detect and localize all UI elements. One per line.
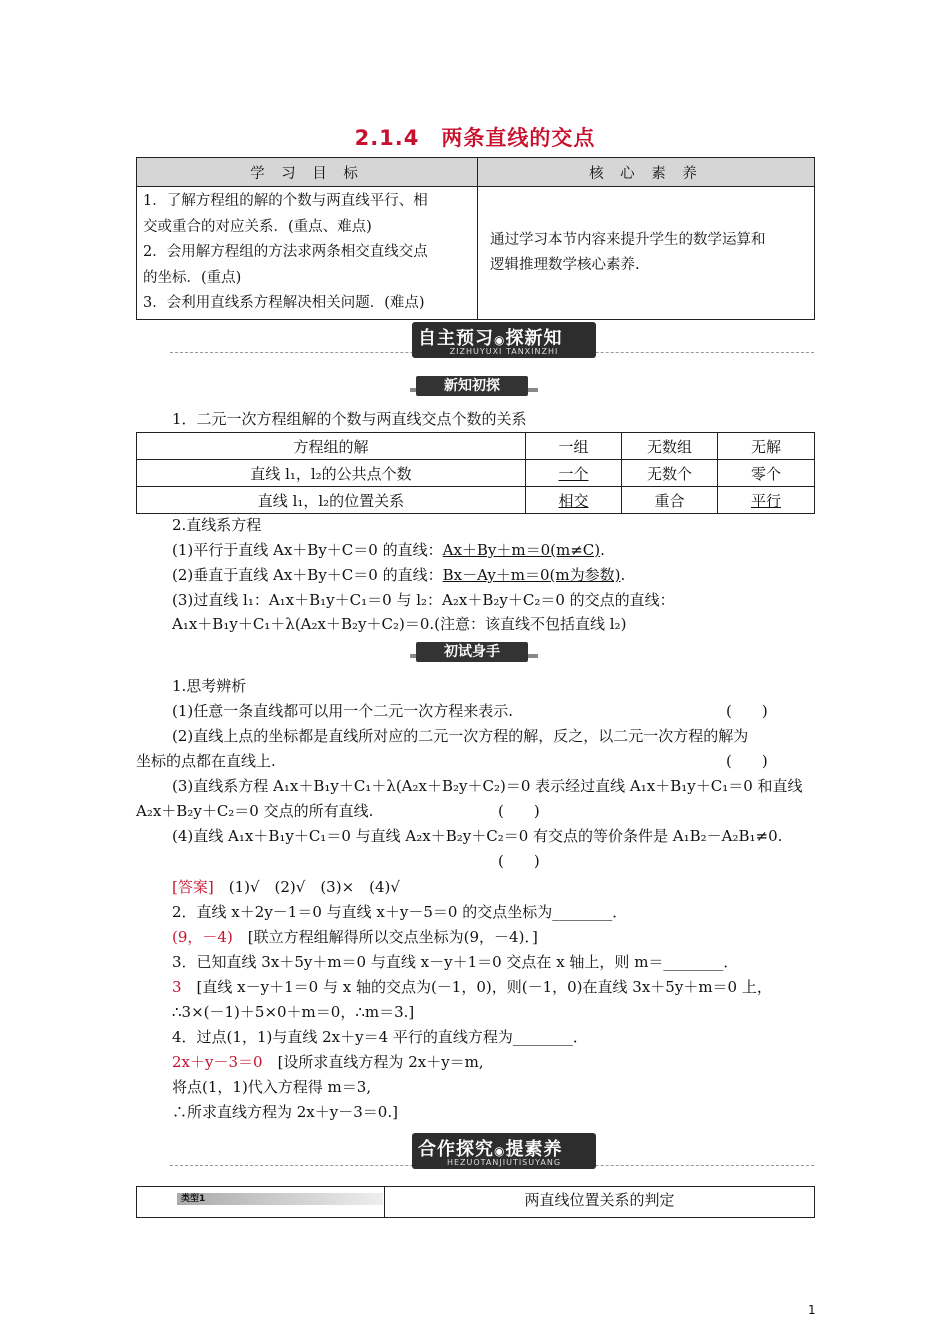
banner-text: 自主预习 — [418, 328, 494, 349]
q1-item4: (4)直线 A₁x＋B₁y＋C₁＝0 与直线 A₂x＋B₂y＋C₂＝0 有交点的等价条件是 A₁B₂－A₂B₁≠0. — [172, 827, 783, 845]
cell-answer: 相交 — [526, 487, 622, 514]
competency-header: 核 心 素 养 — [478, 158, 815, 187]
banner-pinyin: HEZUOTANJIUTISUYANG — [446, 1158, 562, 1167]
q1-item3-cont: A₂x＋B₂y＋C₂＝0 交点的所有直线. — [136, 802, 374, 820]
banner-pinyin: ZIZHUYUXI TANXINZHI — [449, 347, 559, 356]
q4: 4．过点(1，1)与直线 2x＋y＝4 平行的直线方程为________． — [172, 1028, 588, 1046]
competency-line: 逻辑推理数学核心素养. — [490, 257, 640, 273]
q3-answer: 3 [直线 x－y＋1＝0 与 x 轴的交点为(－1，0)，则(－1，0)在直线 3x＋5y＋m＝0 上， — [172, 978, 772, 996]
q3: 3．已知直线 3x＋5y＋m＝0 与直线 x－y＋1＝0 交点在 x 轴上，则 m＝________． — [172, 953, 739, 971]
objective-line: 交或重合的对应关系．(重点、难点) — [143, 218, 372, 235]
section2-item2: (2)垂直于直线 Ax＋By＋C＝0 的直线：Bx－Ay＋m＝0(m为参数). — [172, 566, 626, 584]
cell: 直线 l₁，l₂的公共点个数 — [137, 460, 526, 487]
q1-paren: ( ) — [726, 752, 768, 770]
q1-answer: [答案] (1)√ (2)√ (3)× (4)√ — [172, 878, 400, 896]
preview-banner: 自主预习◉探新知 ZIZHUYUXI TANXINZHI — [412, 322, 596, 358]
q4-answer-3: ∴所求直线方程为 2x＋y－3＝0.] — [172, 1103, 398, 1121]
objectives-header: 学 习 目 标 — [137, 158, 478, 187]
objectives-table — [136, 157, 815, 320]
type-tag: 类型1 — [181, 1194, 206, 1204]
q1-item1: (1)任意一条直线都可以用一个二元一次方程来表示. — [172, 702, 514, 720]
q3-answer-cont: ∴3×(－1)＋5×0＋m＝0，∴m＝3.] — [172, 1003, 415, 1021]
type-table — [136, 1186, 815, 1218]
page-title: 2.1.4 两条直线的交点 — [354, 126, 596, 150]
q4-answer-2: 将点(1，1)代入方程得 m＝3, — [172, 1078, 372, 1096]
section2-item1: (1)平行于直线 Ax＋By＋C＝0 的直线：Ax＋By＋m＝0(m≠C). — [172, 541, 605, 559]
banner-text-2: 探新知 — [505, 328, 563, 349]
section2-heading: 2.直线系方程 — [172, 516, 262, 534]
cell: 直线 l₁，l₂的位置关系 — [137, 487, 526, 514]
type-tag-cell — [137, 1187, 385, 1218]
banner-text: 合作探究 — [418, 1139, 494, 1160]
q1-paren: ( ) — [726, 702, 768, 720]
section2-item3-formula: A₁x＋B₁y＋C₁＋λ(A₂x＋B₂y＋C₂)＝0.(注意：该直线不包括直线 l₂) — [172, 615, 627, 633]
cell: 零个 — [718, 460, 815, 487]
objectives-cell — [137, 187, 478, 320]
cell: 重合 — [622, 487, 718, 514]
section2-item3: (3)过直线 l₁：A₁x＋B₁y＋C₁＝0 与 l₂：A₂x＋B₂y＋C₂＝0 的交点的直线： — [172, 591, 675, 609]
q4-answer: 2x＋y－3＝0 [设所求直线方程为 2x＋y＝m, — [172, 1053, 484, 1071]
q1-item2-cont: 坐标的点都在直线上. — [136, 752, 276, 770]
objective-line: 3．会利用直线系方程解决相关问题．(难点) — [143, 295, 425, 312]
type-tag-bar — [177, 1193, 383, 1205]
cell: 一组 — [526, 433, 622, 460]
cell-answer: 平行 — [718, 487, 815, 514]
q1-paren: ( ) — [498, 802, 540, 820]
q1-heading: 1.思考辨析 — [172, 677, 247, 695]
objective-line: 的坐标．(重点) — [143, 269, 242, 286]
type-title: 两直线位置关系的判定 — [385, 1187, 815, 1218]
cell: 方程组的解 — [137, 433, 526, 460]
subheading-new-knowledge: 新知初探 — [416, 376, 528, 396]
q2: 2．直线 x＋2y－1＝0 与直线 x＋y－5＝0 的交点坐标为________． — [172, 903, 628, 921]
cell: 无数个 — [622, 460, 718, 487]
competency-line: 通过学习本节内容来提升学生的数学运算和 — [490, 231, 766, 248]
objective-line: 1．了解方程组的解的个数与两直线平行、相 — [143, 193, 428, 210]
cell: 无数组 — [622, 433, 718, 460]
relation-table — [136, 432, 815, 514]
objective-line: 2．会用解方程组的方法求两条相交直线交点 — [143, 244, 428, 261]
explore-banner: 合作探究◉提素养 HEZUOTANJIUTISUYANG — [412, 1133, 596, 1169]
page-number: 1 — [808, 1303, 816, 1317]
q1-item3: (3)直线系方程 A₁x＋B₁y＋C₁＋λ(A₂x＋B₂y＋C₂)＝0 表示经过直线 A₁x＋B₁y＋C₁＝0 和直线 — [172, 777, 803, 795]
cell: 无解 — [718, 433, 815, 460]
q1-item2: (2)直线上点的坐标都是直线所对应的二元一次方程的解，反之，以二元一次方程的解为 — [172, 727, 749, 745]
q1-paren: ( ) — [498, 852, 540, 870]
q2-answer: (9，－4) [联立方程组解得所以交点坐标为(9，－4)．] — [172, 928, 538, 946]
banner-text-2: 提素养 — [505, 1139, 563, 1160]
competency-cell — [478, 187, 815, 320]
cell-answer: 一个 — [526, 460, 622, 487]
subheading-practice: 初试身手 — [416, 642, 528, 662]
section1-heading: 1．二元一次方程组解的个数与两直线交点个数的关系 — [172, 410, 527, 428]
